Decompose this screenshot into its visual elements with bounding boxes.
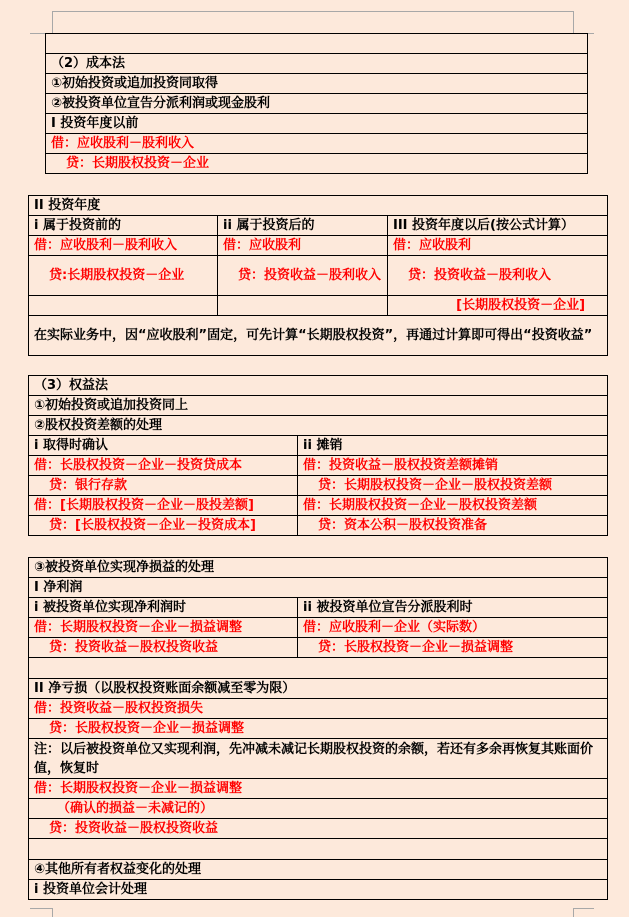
note-text: 注：以后被投资单位又实现利润，先冲减未减记长期股权投资的余额，若还有多余再恢复其账面价值，恢复时: [29, 739, 608, 779]
blank-row: [29, 658, 608, 679]
column-header: i 被投资单位实现净利润时: [29, 598, 298, 618]
blank-cell: [218, 296, 388, 316]
debit-entry: 借：长期股权投资－企业－损益调整: [29, 618, 298, 638]
crop-mark-top-right-v: [573, 11, 574, 33]
debit-entry: 借：投资收益－股权投资损失: [29, 699, 608, 719]
crop-mark-bottom-right-h: [573, 908, 594, 909]
crop-mark-bottom-right-v: [573, 908, 574, 917]
blank-cell: [29, 296, 218, 316]
credit-entry: 贷:长期股权投资－企业: [29, 256, 218, 296]
debit-entry: 借：长股权投资－企业－投资贷成本: [29, 456, 298, 476]
item-dividend-declared: ②被投资单位宣告分派利润或现金股利: [46, 94, 588, 114]
note-text: 在实际业务中，因“应收股利”固定，可先计算“长期股权投资”，再通过计算即可得出“投资收益”: [29, 316, 608, 356]
crop-mark-bottom-left-h: [30, 908, 52, 909]
credit-entry: 贷：银行存款: [29, 476, 298, 496]
net-income-table: [28, 557, 608, 900]
credit-entry: 贷：投资收益－股权投资收益: [29, 819, 608, 839]
column-header: ii 属于投资后的: [218, 216, 388, 236]
subheading-before-year: I 投资年度以前: [46, 114, 588, 134]
credit-entry: 贷：资本公积－股权投资准备: [298, 516, 608, 536]
credit-entry: 贷：长期股权投资－企业－股权投资差额: [298, 476, 608, 496]
column-header: i 属于投资前的: [29, 216, 218, 236]
column-header: i 取得时确认: [29, 436, 298, 456]
debit-entry: 借：应收股利: [218, 236, 388, 256]
debit-entry: 借：应收股利－股利收入: [46, 134, 588, 154]
crop-mark-top-right-h: [588, 33, 594, 34]
item-initial-investment: ①初始投资或追加投资同上: [29, 396, 608, 416]
debit-entry: 借：长期股权投资－企业－股权投资差额: [298, 496, 608, 516]
recover-detail: （确认的损益－未减记的）: [29, 799, 608, 819]
item-initial-investment: ①初始投资或追加投资同取得: [46, 74, 588, 94]
subheading-investor-accounting: i 投资单位会计处理: [29, 880, 608, 900]
item-other-equity-changes: ④其他所有者权益变化的处理: [29, 860, 608, 880]
debit-entry: 借：投资收益－股权投资差额摊销: [298, 456, 608, 476]
section-heading: II 投资年度: [29, 196, 608, 216]
column-header: ii 被投资单位宣告分派股利时: [298, 598, 608, 618]
debit-entry: 借：应收股利－股利收入: [29, 236, 218, 256]
subheading-net-loss: II 净亏损（以股权投资账面余额减至零为限）: [29, 679, 608, 699]
item-difference-handling: ②股权投资差额的处理: [29, 416, 608, 436]
crop-mark-bottom-left-v: [52, 908, 53, 917]
column-header: ii 摊销: [298, 436, 608, 456]
debit-entry: 借：长期股权投资－企业－损益调整: [29, 779, 608, 799]
crop-mark-top-left-v: [52, 11, 53, 33]
section-heading: （3）权益法: [29, 376, 608, 396]
credit-entry: 贷：投资收益－股利收入: [218, 256, 388, 296]
section-heading: （2）成本法: [46, 54, 588, 74]
column-header: III 投资年度以后(按公式计算）: [388, 216, 608, 236]
credit-entry: 贷：长股权投资－企业－损益调整: [298, 638, 608, 658]
section-heading: ③被投资单位实现净损益的处理: [29, 558, 608, 578]
debit-entry: 借：应收股利－企业（实际数）: [298, 618, 608, 638]
credit-entry: 贷：长股权投资－企业－损益调整: [29, 719, 608, 739]
equity-method-table: [28, 375, 608, 536]
debit-entry: 借：[长期股权投资－企业－股投差额]: [29, 496, 298, 516]
bracket-entry: [长期股权投资－企业]: [388, 296, 608, 316]
credit-entry: 贷：[长股权投资－企业－投资成本]: [29, 516, 298, 536]
cost-method-table: [45, 33, 588, 174]
crop-mark-top-h: [52, 11, 573, 12]
debit-entry: 借：应收股利: [388, 236, 608, 256]
credit-entry: 贷：投资收益－股权投资收益: [29, 638, 298, 658]
blank-row: [46, 34, 588, 54]
investment-year-table: [28, 195, 608, 356]
credit-entry: 贷：长期股权投资－企业: [46, 154, 588, 174]
subheading-net-profit: I 净利润: [29, 578, 608, 598]
credit-entry: 贷：投资收益－股利收入: [388, 256, 608, 296]
crop-mark-top-left-h: [30, 33, 45, 34]
blank-row: [29, 839, 608, 860]
